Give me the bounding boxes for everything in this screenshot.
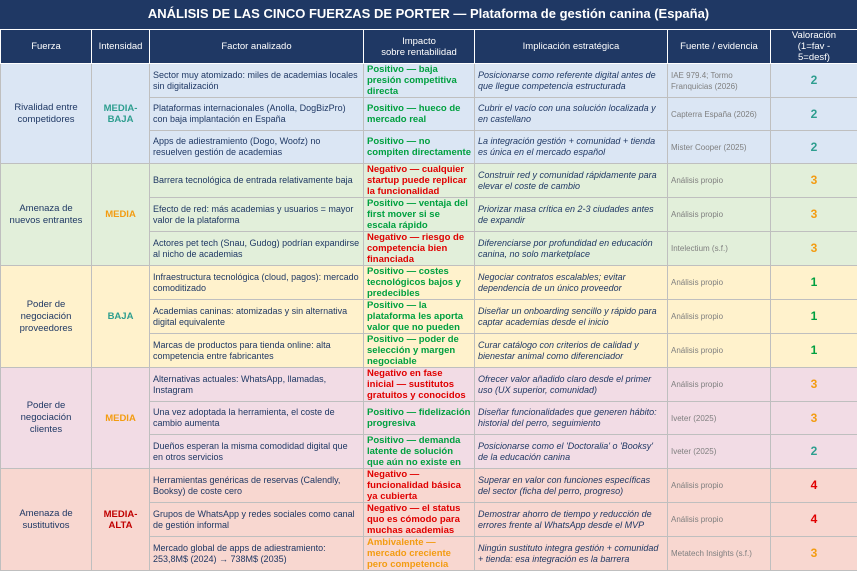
factor-cell: Alternativas actuales: WhatsApp, llamadas, Instagram xyxy=(150,368,364,402)
source-cell: Capterra España (2026) xyxy=(668,98,771,131)
impact-text: Positivo — fidelización progresiva xyxy=(367,407,471,429)
score-cell: 4 xyxy=(771,503,857,537)
factor-cell: Mercado global de apps de adiestramiento: 253,8M$ (2024) → 738M$ (2035) xyxy=(150,537,364,571)
table-row xyxy=(1,469,857,503)
table-row xyxy=(1,266,857,300)
score-cell: 4 xyxy=(771,469,857,503)
score-cell: 3 xyxy=(771,198,857,232)
source-cell: Metatech Insights (s.f.) xyxy=(668,537,771,571)
score-cell: 3 xyxy=(771,232,857,266)
header-intensidad: Intensidad xyxy=(92,30,150,64)
impact-text: Positivo — ventaja del first mover si se escala rápido xyxy=(367,198,471,231)
source-cell: Análisis propio xyxy=(668,469,771,503)
impact-cell xyxy=(364,64,475,98)
score-cell: 2 xyxy=(771,435,857,469)
score-cell: 2 xyxy=(771,64,857,98)
impact-text: Positivo — hueco de mercado real xyxy=(367,103,471,125)
impact-cell xyxy=(364,266,475,300)
header-valoracion-line1: Valoración xyxy=(792,30,836,41)
implication-cell: Ofrecer valor añadido claro desde el primer uso (UX superior, comunidad) xyxy=(475,368,668,402)
source-cell: Análisis propio xyxy=(668,334,771,368)
impact-cell xyxy=(364,164,475,198)
impact-text: Positivo — poder de selección y margen negociable xyxy=(367,334,471,367)
source-cell: Mister Cooper (2025) xyxy=(668,131,771,164)
implication-cell: Diferenciarse por profundidad en educación canina, no solo marketplace xyxy=(475,232,668,266)
impact-cell xyxy=(364,503,475,537)
source-cell: Análisis propio xyxy=(668,368,771,402)
factor-cell: Una vez adoptada la herramienta, el coste de cambio aumenta xyxy=(150,402,364,435)
implication-cell: Superar en valor con funciones específicas del sector (ficha del perro, progreso) xyxy=(475,469,668,503)
implication-cell: Demostrar ahorro de tiempo y reducción de errores frente al WhatsApp desde el MVP xyxy=(475,503,668,537)
factor-cell: Academias caninas: atomizadas y sin alternativa digital equivalente xyxy=(150,300,364,334)
implication-cell: Priorizar masa crítica en 2-3 ciudades antes de expandir xyxy=(475,198,668,232)
impact-cell xyxy=(364,131,475,164)
intensity-label: MEDIA-ALTA xyxy=(92,469,150,571)
implication-cell: Curar catálogo con criterios de calidad y bienestar animal como diferenciador xyxy=(475,334,668,368)
score-cell: 1 xyxy=(771,334,857,368)
source-cell: Análisis propio xyxy=(668,164,771,198)
impact-text: Negativo — funcionalidad básica ya cubierta xyxy=(367,469,471,502)
source-cell: Análisis propio xyxy=(668,503,771,537)
implication-cell: Construir red y comunidad rápidamente para elevar el coste de cambio xyxy=(475,164,668,198)
factor-cell: Plataformas internacionales (Anolla, DogBizPro) con baja implantación en España xyxy=(150,98,364,131)
score-cell: 3 xyxy=(771,164,857,198)
table-row xyxy=(1,164,857,198)
factor-cell: Efecto de red: más academias y usuarios = mayor valor de la plataforma xyxy=(150,198,364,232)
impact-text: Positivo — costes tecnológicos bajos y predecibles xyxy=(367,266,471,299)
factor-cell: Barrera tecnológica de entrada relativamente baja xyxy=(150,164,364,198)
impact-text: Positivo — no compiten directamente xyxy=(367,136,471,158)
page-title: ANÁLISIS DE LAS CINCO FUERZAS DE PORTER — Plataforma de gestión canina (España) xyxy=(0,0,857,29)
factor-cell: Herramientas genéricas de reservas (Calendly, Booksy) de coste cero xyxy=(150,469,364,503)
impact-text: Positivo — la plataforma les aporta valor que no pueden xyxy=(367,300,471,333)
implication-cell: Posicionarse como referente digital antes de que llegue competencia estructurada xyxy=(475,64,668,98)
factor-cell: Dueños esperan la misma comodidad digital que en otros servicios xyxy=(150,435,364,469)
source-cell: Análisis propio xyxy=(668,198,771,232)
score-cell: 2 xyxy=(771,98,857,131)
impact-text: Ambivalente — mercado creciente pero competencia xyxy=(367,537,471,570)
impact-text: Negativo en fase inicial — sustitutos gratuitos y conocidos xyxy=(367,368,471,401)
impact-text: Negativo — cualquier startup puede replicar la funcionalidad xyxy=(367,164,471,197)
factor-cell: Apps de adiestramiento (Dogo, Woofz) no resuelven gestión de academias xyxy=(150,131,364,164)
impact-cell xyxy=(364,402,475,435)
intensity-label: MEDIA xyxy=(92,164,150,266)
table-row xyxy=(1,64,857,98)
impact-cell xyxy=(364,98,475,131)
implication-cell: Ningún sustituto integra gestión + comunidad + tienda: esa integración es la barrera xyxy=(475,537,668,571)
header-implicacion: Implicación estratégica xyxy=(475,30,668,64)
source-cell: Intelectium (s.f.) xyxy=(668,232,771,266)
intensity-label: MEDIA-BAJA xyxy=(92,64,150,164)
implication-cell: Diseñar un onboarding sencillo y rápido para captar academias desde el inicio xyxy=(475,300,668,334)
implication-cell: Cubrir el vacío con una solución localizada y en castellano xyxy=(475,98,668,131)
score-cell: 3 xyxy=(771,537,857,571)
impact-cell xyxy=(364,368,475,402)
impact-text: Positivo — baja presión competitiva directa xyxy=(367,64,471,97)
source-cell: Iveter (2025) xyxy=(668,435,771,469)
header-impacto-line1: Impacto xyxy=(402,36,436,47)
score-cell: 1 xyxy=(771,300,857,334)
factor-cell: Marcas de productos para tienda online: alta competencia entre fabricantes xyxy=(150,334,364,368)
force-name: Amenaza de sustitutivos xyxy=(1,469,92,571)
header-impacto-line2: sobre rentabilidad xyxy=(381,47,457,58)
table-body xyxy=(1,64,857,571)
force-name: Poder de negociación clientes xyxy=(1,368,92,469)
factor-cell: Actores pet tech (Snau, Gudog) podrían expandirse al nicho de academias xyxy=(150,232,364,266)
intensity-label: BAJA xyxy=(92,266,150,368)
impact-text: Negativo — el status quo es cómodo para muchas academias xyxy=(367,503,471,536)
implication-cell: Diseñar funcionalidades que generen hábito: historial del perro, seguimiento xyxy=(475,402,668,435)
impact-cell xyxy=(364,537,475,571)
header-fuerza: Fuerza xyxy=(1,30,92,64)
table-row xyxy=(1,368,857,402)
impact-cell xyxy=(364,435,475,469)
force-name: Poder de negociación proveedores xyxy=(1,266,92,368)
header-fuente: Fuente / evidencia xyxy=(668,30,771,64)
score-cell: 3 xyxy=(771,402,857,435)
force-name: Rivalidad entre competidores xyxy=(1,64,92,164)
intensity-label: MEDIA xyxy=(92,368,150,469)
header-valoracion-line2: (1=fav - xyxy=(798,41,830,52)
source-cell: Análisis propio xyxy=(668,300,771,334)
score-cell: 3 xyxy=(771,368,857,402)
factor-cell: Grupos de WhatsApp y redes sociales como canal de gestión informal xyxy=(150,503,364,537)
score-cell: 2 xyxy=(771,131,857,164)
header-row xyxy=(1,30,857,64)
porter-table xyxy=(0,29,857,571)
impact-cell xyxy=(364,232,475,266)
implication-cell: La integración gestión + comunidad + tienda es única en el mercado español xyxy=(475,131,668,164)
impact-cell xyxy=(364,469,475,503)
implication-cell: Posicionarse como el 'Doctoralia' o 'Booksy' de la educación canina xyxy=(475,435,668,469)
impact-cell xyxy=(364,300,475,334)
impact-text: Negativo — riesgo de competencia bien financiada xyxy=(367,232,471,265)
source-cell: Iveter (2025) xyxy=(668,402,771,435)
impact-cell xyxy=(364,198,475,232)
source-cell: IAE 979.4; Tormo Franquicias (2026) xyxy=(668,64,771,98)
factor-cell: Sector muy atomizado: miles de academias locales sin digitalización xyxy=(150,64,364,98)
header-impacto xyxy=(364,30,475,64)
impact-text: Positivo — demanda latente de solución que aún no existe en xyxy=(367,435,471,468)
header-valoracion xyxy=(771,30,857,64)
header-valoracion-line3: 5=desf) xyxy=(798,52,830,63)
force-name: Amenaza de nuevos entrantes xyxy=(1,164,92,266)
factor-cell: Infraestructura tecnológica (cloud, pagos): mercado comoditizado xyxy=(150,266,364,300)
impact-cell xyxy=(364,334,475,368)
source-cell: Análisis propio xyxy=(668,266,771,300)
score-cell: 1 xyxy=(771,266,857,300)
header-factor: Factor analizado xyxy=(150,30,364,64)
implication-cell: Negociar contratos escalables; evitar dependencia de un único proveedor xyxy=(475,266,668,300)
